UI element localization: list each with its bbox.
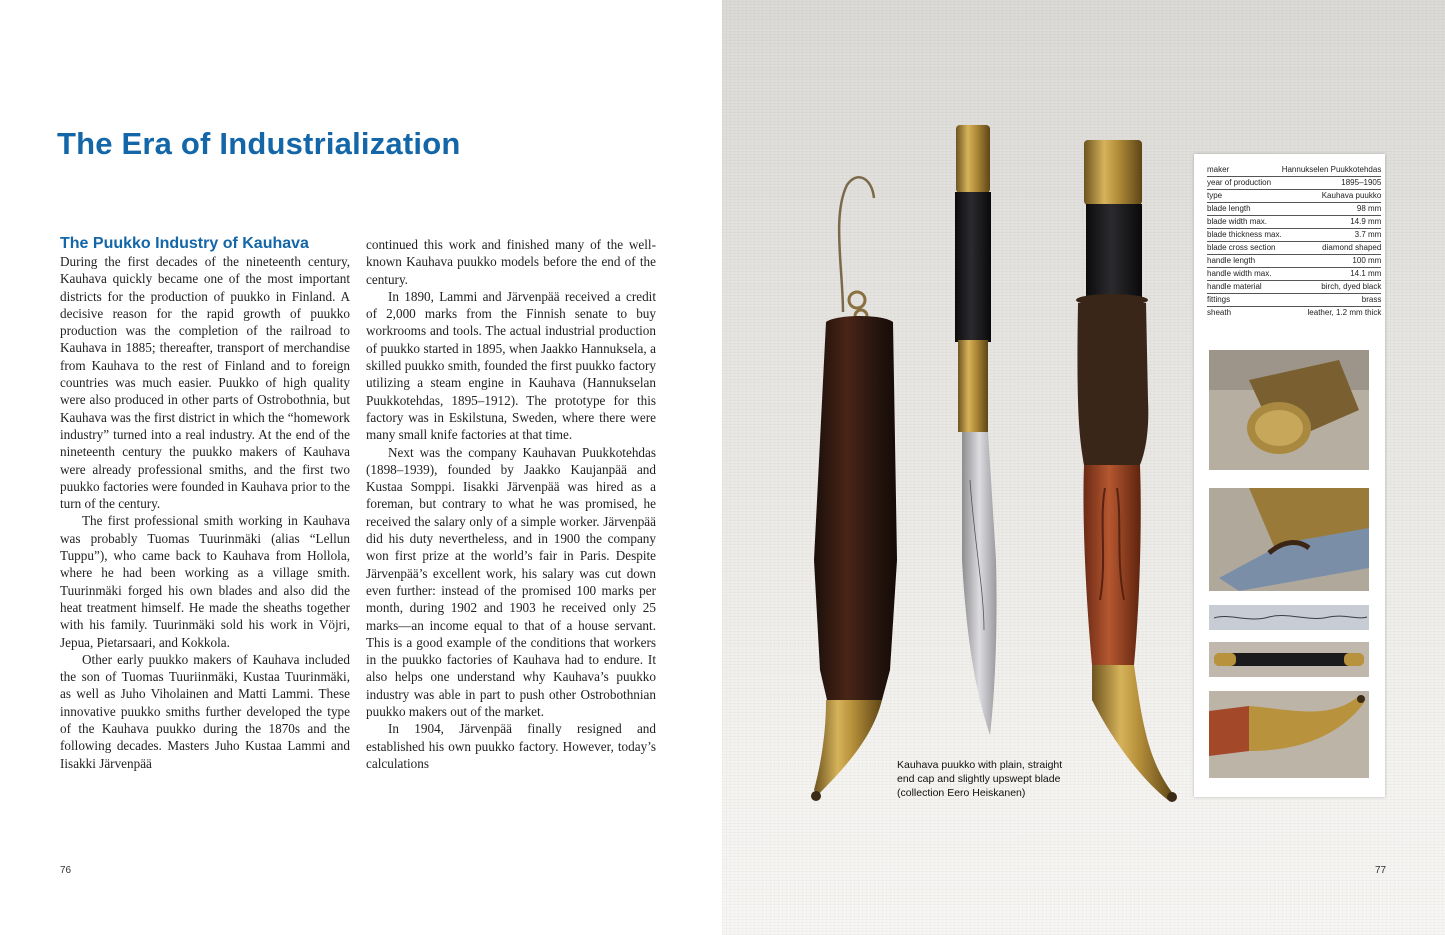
table-row [1207, 176, 1381, 189]
spec-value: 98 mm [1282, 202, 1382, 215]
table-row [1207, 280, 1381, 293]
spec-label: blade width max. [1207, 215, 1282, 228]
paragraph: During the first decades of the nineteenth century, Kauhava quickly became one of the most important districts for the production of puukko in Finland. A decisive reason for the rapid growth of puukko production was the completion of the railroad to Kauhava in 1885; thereafter, transport of merchandise from Kauhava to the rest of Finland and to foreign countries was much easier. Puukko of high quality were also produced in other parts of Ostrobothnia, but Kauhava was the first district in which the “homework industry” turned into a real industry. At the end of the nineteenth century the puukko makers of Kauhava were already professional smiths, and the first two puukko factories were founded in Kauhava prior to the turn of the century. [60, 254, 350, 512]
table-row [1207, 241, 1381, 254]
paragraph: Other early puukko makers of Kauhava included the son of Tuomas Tuuriinmäki, Kustaa Tuurinmäki, as well as Juho Viholainen and Matti Lammi. These innovative puukko smiths further developed the type of the Kauhava puukko during the 1870s and the following decades. Masters Juho Kustaa Lammi and Iisakki Järvenpää [60, 651, 350, 771]
spec-value: brass [1282, 293, 1382, 306]
spec-table [1207, 163, 1381, 319]
spec-value: 1895–1905 [1282, 176, 1382, 189]
detail-photo-handle [1209, 642, 1369, 677]
spec-label: maker [1207, 163, 1282, 176]
paragraph: In 1890, Lammi and Järvenpää received a credit of 2,000 marks from the Finnish senate to buy workrooms and tools. The actual industrial production of puukko started in 1895, when Jaakko Hannuksela, a skilled puukko smith, founded the first puukko factory utilizing a steam engine in Kauhava (Hannukselan Puukkotehdas, 1895–1912). The prototype for this factory was in Eskilstuna, Sweden, where there were many small knife factories at that time. [366, 288, 656, 443]
table-row [1207, 293, 1381, 306]
spec-label: handle length [1207, 254, 1282, 267]
table-row [1207, 228, 1381, 241]
spec-label: blade length [1207, 202, 1282, 215]
table-row [1207, 254, 1381, 267]
spec-label: type [1207, 189, 1282, 202]
page-number-right: 77 [1375, 865, 1387, 876]
spec-label: fittings [1207, 293, 1282, 306]
spec-label: year of production [1207, 176, 1282, 189]
spec-label: handle material [1207, 280, 1282, 293]
detail-photo-blade-ferrule [1209, 488, 1369, 591]
table-row [1207, 267, 1381, 280]
page-number-left: 76 [60, 865, 72, 876]
spec-label: handle width max. [1207, 267, 1282, 280]
spec-label: blade thickness max. [1207, 230, 1282, 239]
spec-value: Hannukselen Puukkotehdas [1282, 163, 1382, 176]
spec-value: 3.7 mm [1282, 228, 1382, 241]
right-page [722, 0, 1445, 935]
left-page [0, 0, 722, 935]
spec-value: 14.1 mm [1282, 267, 1382, 280]
specification-card [1194, 154, 1385, 797]
text-column-1 [60, 234, 350, 772]
spec-value: Kauhava puukko [1282, 189, 1382, 202]
spec-value: leather, 1.2 mm thick [1307, 308, 1382, 318]
paragraph: continued this work and finished many of the well-known Kauhava puukko models before the end of the century. [366, 237, 656, 287]
spec-value: 14.9 mm [1282, 215, 1382, 228]
paragraph: The first professional smith working in Kauhava was probably Tuomas Tuurinmäki (alias “Lellun Tuppu”), who came back to Kauhava from Hollola, where he had been working as a village smith. Tuurinmäki forged his own blades and also did the heat treatment himself. He made the sheaths together with his family. Tuurinmäki sold his work in Vöjri, Jepua, Pietarsaari, and Kokkola. [60, 513, 350, 650]
detail-photo-blade-stamp [1209, 605, 1369, 630]
table-row [1207, 306, 1381, 319]
bare-puukko-knife [955, 125, 997, 735]
table-row [1207, 189, 1381, 202]
section-title: The Puukko Industry of Kauhava [60, 235, 309, 252]
spec-label: blade cross section [1207, 241, 1282, 254]
detail-photo-sheath-tip [1209, 691, 1369, 778]
photo-caption: Kauhava puukko with plain, straight end cap and slightly upswept blade (collection Eero Heiskanen) [897, 759, 1063, 799]
sheath-with-hook [811, 177, 897, 801]
table-row [1207, 163, 1381, 176]
paragraph: In 1904, Järvenpää finally resigned and established his own puukko factory. However, today’s calculations [366, 721, 656, 771]
chapter-title: The Era of Industrialization [57, 126, 461, 161]
spec-value: diamond shaped [1282, 241, 1382, 254]
knife-in-red-sheath [1076, 140, 1177, 802]
spec-value: 100 mm [1282, 254, 1382, 267]
text-column-2 [366, 236, 656, 772]
detail-photo-end-cap [1209, 350, 1369, 470]
spec-label: sheath [1207, 308, 1232, 318]
table-row [1207, 215, 1381, 228]
paragraph: Next was the company Kauhavan Puukkotehdas (1898–1939), founded by Jaakko Kaujanpää and Kustaa Somppi. Iisakki Järvenpää was hired as a foreman, but contrary to what he was promised, he received the salary only of a simple worker. Järvenpää did his duty nevertheless, and in 1900 the company won first prize at the world’s fair in Paris. Despite Järvenpää’s excellent work, his salary was cut down even further: instead of the promised 100 marks per month, during 1902 and 1903 he received only 25 marks—an income equal to that of a house servant. This is a good example of the conditions that workers in the puukko factories of Kauhava had to endure. It also helps one understand why Kauhava’s puukko industry was able in part to push other Ostrobothnian puukko makers out of the market. [366, 444, 656, 720]
table-row [1207, 202, 1381, 215]
spec-value: birch, dyed black [1282, 280, 1382, 293]
